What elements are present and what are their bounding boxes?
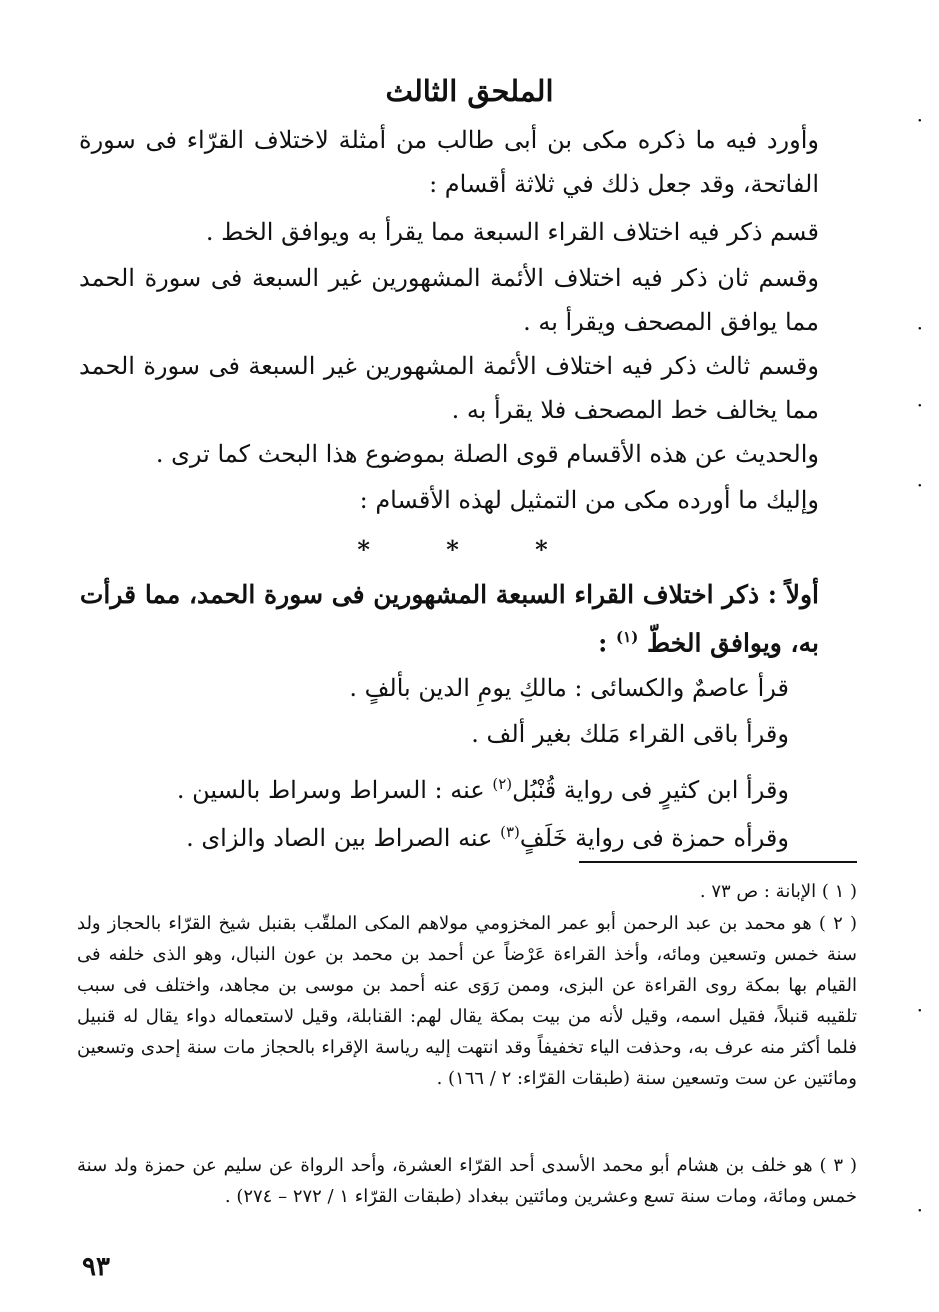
reading-line <box>89 668 789 708</box>
footnote-ref-2: (٢) <box>492 775 513 793</box>
footnote-divider <box>579 861 857 863</box>
margin-mark: · <box>916 1198 923 1222</box>
section-heading <box>74 574 819 664</box>
reading-line <box>89 764 789 810</box>
reading-text: وقرأه حمزة فى رواية خَلَفٍ <box>519 824 789 852</box>
intro-paragraph-4: وقسم ثالث ذكر فيه اختلاف الأئمة المشهورين غير السبعة فى سورة الحمد مما يخالف خط المصحف فلا يقرأ به . <box>79 352 819 424</box>
intro-paragraph-1: وأورد فيه ما ذكره مكى بن أبى طالب من أمثلة لاختلاف القرّاء فى سورة الفاتحة، وقد جعل ذلك في ثلاثة أقسام : <box>79 126 819 198</box>
intro-paragraph-2: قسم ذكر فيه اختلاف القراء السبعة مما يقرأ به ويوافق الخط . <box>205 218 819 246</box>
page-number: ٩٣ <box>82 1252 110 1282</box>
reading-text: وقرأ باقى القراء مَلك بغير ألف . <box>471 720 789 748</box>
intro-paragraph-3: وقسم ثان ذكر فيه اختلاف الأئمة المشهورين غير السبعة فى سورة الحمد مما يوافق المصحف ويقرأ به . <box>79 264 819 336</box>
reading-line <box>89 714 789 754</box>
page-title: الملحق الثالث <box>385 74 554 108</box>
margin-mark: · <box>916 393 923 417</box>
margin-mark: · <box>916 108 923 132</box>
margin-mark: · <box>916 998 923 1022</box>
reading-text-end: عنه الصراط بين الصاد والزاى . <box>186 824 501 852</box>
footnote-2: ( ٢ ) هو محمد بن عبد الرحمن أبو عمر المخزومي مولاهم المكى الملقّب بقنبل شيخ القرّاء بالحجاز ولد سنة خمس وتسعين ومائه، وأخذ القراءة عَرْضاً عن أحمد بن محمد بن عون النبال، وهو الذى خلفه فى القيام بها بمكة روى القراءة عن البزى، وممن رَوَى عنه أحمد بن موسى بن مجاهد، واختلف فى سبب تلقيبه قنبلاً، فقيل اسمه، وقيل لأنه من بيت بمكة يقال لهم: القنابلة، وقيل لاستعماله دواء يقال له قنبيل فلما أكثر منه عرف به، وحذفت الياء تخفيفاً وقد انتهت إليه رياسة الإقراء بالحجاز مات سنة إحدى وتسعين ومائتين عن ست وتسعين سنة (طبقات القرّاء: ٢ / ١٦٦) . <box>77 913 857 1089</box>
reading-text: وقرأ ابن كثيرٍ فى رواية قُنْبُل <box>512 776 789 804</box>
intro-paragraph-5: والحديث عن هذه الأقسام قوى الصلة بموضوع هذا البحث كما ترى . <box>155 440 819 468</box>
reading-text-end: عنه : السراط وسراط بالسين . <box>176 776 493 804</box>
reading-text: قرأ عاصمٌ والكسائى : مالكِ يومِ الدين بألفٍ . <box>349 674 789 702</box>
margin-mark: · <box>916 473 923 497</box>
section-heading-text: أولاً : ذكر اختلاف القراء السبعة المشهورين فى سورة الحمد، مما قرأت به، ويوافق الخطّ <box>79 580 819 658</box>
footnote-1: ( ١ ) الإبانة : ص ٧٣ . <box>699 881 857 902</box>
margin-mark: · <box>916 316 923 340</box>
section-separator: * * * <box>357 535 582 564</box>
reading-line <box>89 812 789 858</box>
footnote-ref-3: (٣) <box>500 823 520 841</box>
section-heading-end: : <box>598 628 608 658</box>
intro-paragraph-6: وإليك ما أورده مكى من التمثيل لهذه الأقسام : <box>359 486 819 514</box>
footnote-ref-1: (١) <box>616 628 639 646</box>
footnote-3: ( ٣ ) هو خلف بن هشام أبو محمد الأسدى أحد القرّاء العشرة، وأحد الرواة عن سليم عن حمزة ولد سنة خمس ومائة، ومات سنة تسع وعشرين ومائتين ببغداد (طبقات القرّاء ١ / ٢٧٢ – ٢٧٤) . <box>77 1155 857 1207</box>
